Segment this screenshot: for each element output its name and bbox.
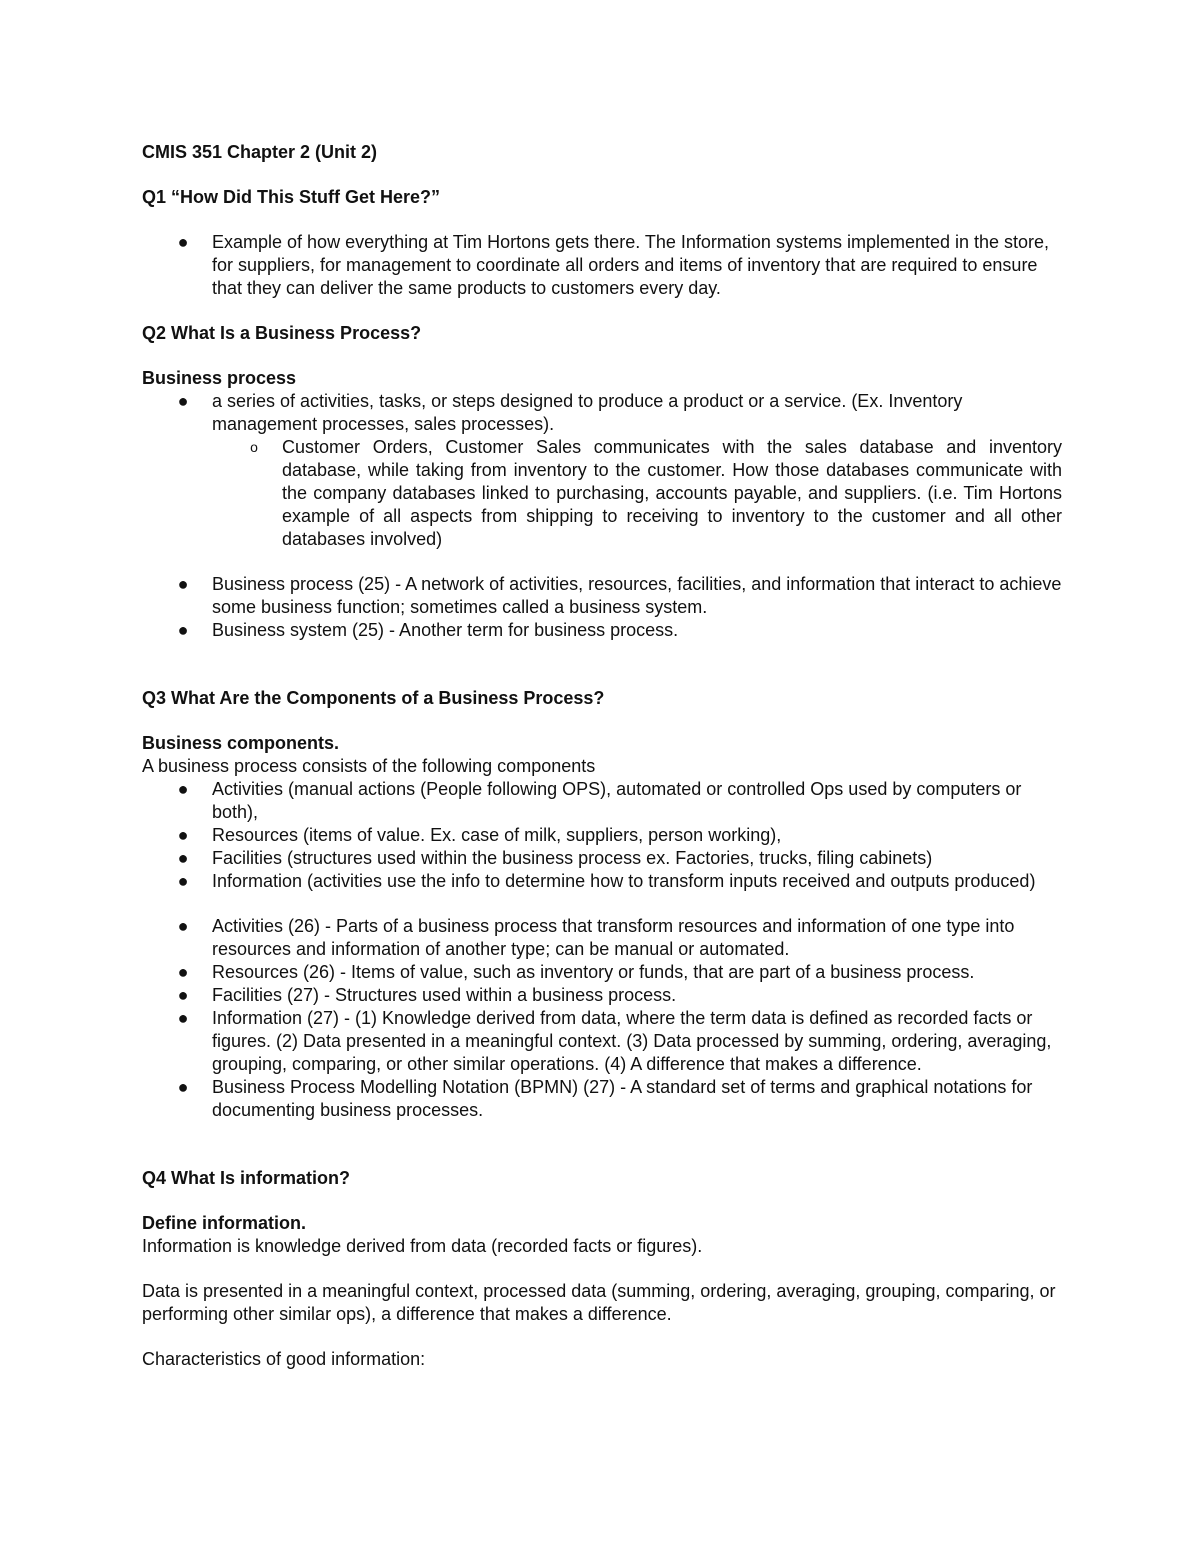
list-item bbox=[142, 915, 1062, 961]
q4-subheading: Define information. bbox=[142, 1213, 307, 1233]
bullet-marker: ● bbox=[177, 825, 189, 845]
bullet-marker: ● bbox=[177, 916, 189, 936]
list-item bbox=[142, 1007, 1062, 1076]
q2-subheading: Business process bbox=[142, 368, 297, 388]
list-item-text: Activities (26) - Parts of a business process that transform resources and information of one type into resources and information of another type; can be manual or automated. bbox=[212, 916, 1015, 959]
document-title: CMIS 351 Chapter 2 (Unit 2) bbox=[142, 142, 378, 162]
list-item-text: Facilities (27) - Structures used within a business process. bbox=[212, 985, 677, 1005]
q3-heading: Q3 What Are the Components of a Business Process? bbox=[142, 688, 605, 708]
q3-subheading: Business components. bbox=[142, 733, 340, 753]
bullet-marker: ● bbox=[177, 1008, 189, 1028]
sub-list-item-text: Customer Orders, Customer Sales communicates with the sales database and inventory database, while taking from inventory to the customer. How those databases communicate with the company databases linked to purchasing, accounts payable, and suppliers. (i.e. Tim Hortons example of all aspects from shipping to receiving to inventory to the customer and all other databases involved) bbox=[282, 437, 1062, 549]
list-item bbox=[142, 231, 1062, 300]
list-item-text: a series of activities, tasks, or steps designed to produce a product or a service. (Ex. Inventory management processes, sales processes). bbox=[212, 391, 963, 434]
list-item-text: Resources (items of value. Ex. case of milk, suppliers, person working), bbox=[212, 825, 782, 845]
list-item bbox=[142, 847, 1062, 870]
bullet-marker: ● bbox=[177, 871, 189, 891]
q1-bullet-list bbox=[142, 231, 1062, 300]
list-item-text: Activities (manual actions (People following OPS), automated or controlled Ops used by computers or both), bbox=[212, 779, 1022, 822]
list-item bbox=[142, 984, 1062, 1007]
bullet-marker: ● bbox=[177, 848, 189, 868]
q4-paragraph-2: Data is presented in a meaningful context, processed data (summing, ordering, averaging, grouping, comparing, or performing other similar ops), a difference that makes a difference. bbox=[142, 1281, 1056, 1324]
q4-paragraph-1: Information is knowledge derived from data (recorded facts or figures). bbox=[142, 1236, 703, 1256]
list-item-text: Resources (26) - Items of value, such as inventory or funds, that are part of a business process. bbox=[212, 962, 975, 982]
q3-components-list bbox=[142, 778, 1062, 893]
list-item-text: Information (27) - (1) Knowledge derived from data, where the term data is defined as recorded facts or figures. (2) Data presented in a meaningful context. (3) Data processed by summing, ordering, averaging, grouping, comparing, or other similar operations. (4) A difference that makes a difference. bbox=[212, 1008, 1052, 1074]
bullet-marker: ● bbox=[177, 232, 189, 252]
q4-heading: Q4 What Is information? bbox=[142, 1168, 351, 1188]
bullet-marker: ● bbox=[177, 779, 189, 799]
q4-paragraph-3: Characteristics of good information: bbox=[142, 1349, 426, 1369]
bullet-marker: ● bbox=[177, 574, 189, 594]
list-item bbox=[142, 619, 1062, 642]
document-body bbox=[142, 141, 1062, 1371]
q2-bullet-list bbox=[142, 390, 1062, 551]
list-item bbox=[142, 390, 1062, 436]
q3-intro: A business process consists of the following components bbox=[142, 756, 596, 776]
list-item-text: Business Process Modelling Notation (BPMN) (27) - A standard set of terms and graphical notations for documenting business processes. bbox=[212, 1077, 1033, 1120]
sub-list-item bbox=[142, 436, 1062, 551]
list-item bbox=[142, 870, 1062, 893]
list-item-text: Example of how everything at Tim Hortons gets there. The Information systems implemented in the store, for suppliers, for management to coordinate all orders and items of inventory that are required to ensure that they can deliver the same products to customers every day. bbox=[212, 232, 1050, 298]
list-item bbox=[142, 573, 1062, 619]
bullet-marker: ● bbox=[177, 620, 189, 640]
list-item bbox=[142, 1076, 1062, 1122]
bullet-marker: ● bbox=[177, 962, 189, 982]
list-item bbox=[142, 778, 1062, 824]
list-item-text: Business system (25) - Another term for business process. bbox=[212, 620, 679, 640]
bullet-marker: ● bbox=[177, 1077, 189, 1097]
bullet-marker: ● bbox=[177, 985, 189, 1005]
sub-bullet-marker: o bbox=[250, 439, 258, 455]
list-item-text: Business process (25) - A network of activities, resources, facilities, and information that interact to achieve some business function; sometimes called a business system. bbox=[212, 574, 1062, 617]
list-item bbox=[142, 961, 1062, 984]
list-item-text: Facilities (structures used within the business process ex. Factories, trucks, filing cabinets) bbox=[212, 848, 933, 868]
list-item-text: Information (activities use the info to determine how to transform inputs received and outputs produced) bbox=[212, 871, 1036, 891]
q2-heading: Q2 What Is a Business Process? bbox=[142, 323, 422, 343]
bullet-marker: ● bbox=[177, 391, 189, 411]
q2-definition-list bbox=[142, 573, 1062, 642]
q3-definition-list bbox=[142, 915, 1062, 1122]
list-item bbox=[142, 824, 1062, 847]
q1-heading: Q1 “How Did This Stuff Get Here?” bbox=[142, 187, 441, 207]
